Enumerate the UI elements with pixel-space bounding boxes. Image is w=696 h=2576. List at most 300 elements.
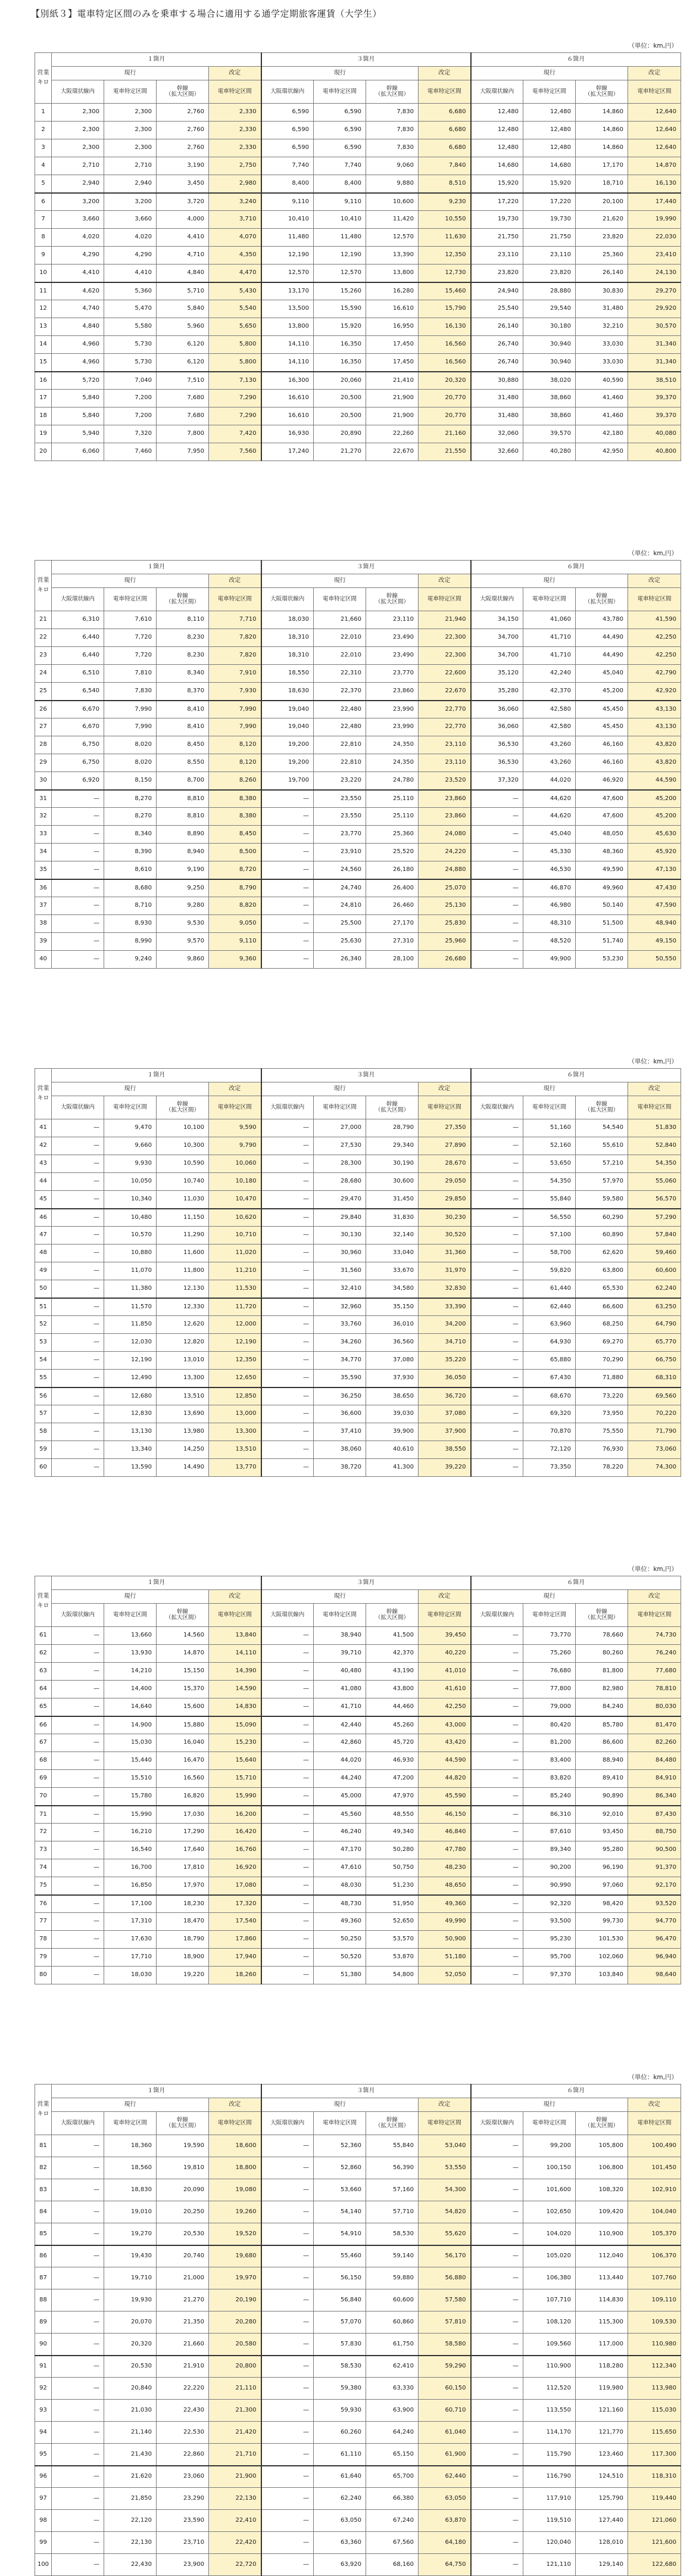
osaka-loop-fare: 11,480 xyxy=(261,229,314,247)
current-header: 現行 xyxy=(52,1590,209,1604)
densha-fare: 9,930 xyxy=(104,1155,157,1173)
kasan-fare: 33,030 xyxy=(576,354,628,372)
densha-fare: 54,350 xyxy=(523,1173,576,1191)
densha-fare: 24,560 xyxy=(314,861,366,879)
revised-fare: 15,710 xyxy=(209,1770,261,1788)
km-cell: 82 xyxy=(35,2157,52,2179)
kasan-fare: 54,800 xyxy=(366,1967,419,1984)
kasan-fare: 17,170 xyxy=(576,157,628,175)
densha-fare: 38,860 xyxy=(523,407,576,425)
kasan-fare: 21,900 xyxy=(366,390,419,407)
revised-fare: 40,800 xyxy=(628,443,681,461)
kasan-fare: 47,970 xyxy=(366,1788,419,1806)
kasan-fare: 17,030 xyxy=(157,1806,209,1824)
kasan-fare: 17,290 xyxy=(157,1824,209,1841)
densha-fare: 38,060 xyxy=(314,1441,366,1459)
kasan-fare: 23,490 xyxy=(366,647,419,665)
osaka-loop-fare: — xyxy=(261,1663,314,1681)
table-row xyxy=(35,2135,681,2157)
osaka-loop-fare: — xyxy=(52,2554,104,2576)
revised-fare: 21,550 xyxy=(419,443,471,461)
table-row xyxy=(35,647,681,665)
revised-fare: 21,710 xyxy=(209,2444,261,2466)
osaka-loop-fare: — xyxy=(261,1387,314,1405)
osaka-loop-fare: — xyxy=(261,915,314,933)
densha-fare: 72,120 xyxy=(523,1441,576,1459)
km-header: 営業キロ xyxy=(35,53,52,104)
densha-fare: 90,200 xyxy=(523,1859,576,1877)
densha-fare: 20,500 xyxy=(314,407,366,425)
kasan-fare: 22,670 xyxy=(366,443,419,461)
osaka-loop-fare: — xyxy=(261,1806,314,1824)
km-cell: 30 xyxy=(35,772,52,790)
densha-fare: 28,880 xyxy=(523,282,576,300)
revised-fare: 2,330 xyxy=(209,122,261,139)
osaka-loop-fare: 6,750 xyxy=(52,754,104,772)
kasan-fare: 12,130 xyxy=(157,1280,209,1298)
revised-header: 改定 xyxy=(209,1590,261,1604)
kasan-fare: 109,420 xyxy=(576,2201,628,2223)
revised-fare: 57,840 xyxy=(628,1227,681,1245)
km-cell: 68 xyxy=(35,1752,52,1770)
revised-fare: 43,420 xyxy=(419,1734,471,1752)
current-header: 現行 xyxy=(261,1590,419,1604)
kasan-fare: 53,570 xyxy=(366,1931,419,1949)
osaka-loop-fare: — xyxy=(261,2223,314,2245)
densha-fare: 67,430 xyxy=(523,1370,576,1387)
densha-fare: 29,470 xyxy=(314,1191,366,1209)
densha-fare: 20,890 xyxy=(314,425,366,443)
kasan-fare: 45,200 xyxy=(576,683,628,701)
revised-fare: 8,380 xyxy=(209,808,261,826)
revised-fare: 13,770 xyxy=(209,1459,261,1477)
kasan-fare: 18,230 xyxy=(157,1895,209,1913)
kasan-fare: 23,860 xyxy=(366,683,419,701)
densha-fare: 15,590 xyxy=(314,300,366,318)
kasan-fare: 51,950 xyxy=(366,1895,419,1913)
kasan-fare: 48,050 xyxy=(576,826,628,844)
densha-fare: 7,460 xyxy=(104,443,157,461)
osaka-loop-fare: — xyxy=(471,2223,523,2245)
revised-fare: 11,020 xyxy=(209,1245,261,1262)
revised-densha-header: 電車特定区間 xyxy=(419,1096,471,1119)
revised-fare: 21,160 xyxy=(419,425,471,443)
table-row xyxy=(35,300,681,318)
kasan-fare: 16,040 xyxy=(157,1734,209,1752)
osaka-loop-fare: 13,500 xyxy=(261,300,314,318)
revised-fare: 12,190 xyxy=(209,1334,261,1352)
kasan-fare: 26,460 xyxy=(366,897,419,915)
osaka-loop-fare: 37,320 xyxy=(471,772,523,790)
kasan-fare: 25,360 xyxy=(366,826,419,844)
revised-fare: 23,860 xyxy=(419,790,471,808)
kasan-fare: 93,450 xyxy=(576,1824,628,1841)
kasan-fare: 78,220 xyxy=(576,1459,628,1477)
table-row xyxy=(35,897,681,915)
osaka-loop-fare: — xyxy=(52,1859,104,1877)
densha-fare: 14,400 xyxy=(104,1681,157,1698)
unit-note: （単位：km,円） xyxy=(628,550,678,557)
revised-fare: 7,990 xyxy=(209,701,261,718)
osaka-loop-fare: — xyxy=(471,1352,523,1370)
densha-fare: 10,480 xyxy=(104,1209,157,1227)
osaka-loop-fare: 35,120 xyxy=(471,665,523,683)
kasan-fare: 16,560 xyxy=(157,1770,209,1788)
kasan-fare: 8,230 xyxy=(157,629,209,647)
osaka-loop-fare: — xyxy=(52,1155,104,1173)
revised-fare: 22,030 xyxy=(628,229,681,247)
revised-fare: 31,340 xyxy=(628,336,681,354)
revised-fare: 16,560 xyxy=(419,354,471,372)
densha-fare: 22,370 xyxy=(314,683,366,701)
km-cell: 42 xyxy=(35,1137,52,1155)
km-cell: 12 xyxy=(35,300,52,318)
revised-fare: 31,970 xyxy=(419,1262,471,1280)
kasan-fare: 23,290 xyxy=(157,2488,209,2510)
densha-fare: 38,940 xyxy=(314,1627,366,1645)
table-row xyxy=(35,1155,681,1173)
revised-fare: 105,370 xyxy=(628,2223,681,2245)
osaka-loop-fare: — xyxy=(261,1913,314,1931)
table-row xyxy=(35,443,681,461)
revised-fare: 45,630 xyxy=(628,826,681,844)
osaka-loop-fare: 6,540 xyxy=(52,683,104,701)
densha-fare: 50,520 xyxy=(314,1949,366,1967)
period-header: ３箇月 xyxy=(261,1069,471,1082)
osaka-loop-fare: — xyxy=(471,2532,523,2554)
revised-fare: 61,040 xyxy=(419,2422,471,2444)
km-header: 営業キロ xyxy=(35,2085,52,2135)
osaka-loop-fare: 6,590 xyxy=(261,104,314,122)
osaka-loop-fare: — xyxy=(261,1788,314,1806)
revised-fare: 40,080 xyxy=(628,425,681,443)
table-row xyxy=(35,1423,681,1441)
osaka-loop-fare: — xyxy=(261,790,314,808)
kasan-fare: 67,240 xyxy=(366,2510,419,2532)
km-header: 営業キロ xyxy=(35,561,52,611)
revised-fare: 81,470 xyxy=(628,1716,681,1734)
table-row xyxy=(35,2510,681,2532)
km-cell: 83 xyxy=(35,2179,52,2201)
table-row xyxy=(35,104,681,122)
revised-fare: 5,540 xyxy=(209,300,261,318)
km-cell: 79 xyxy=(35,1949,52,1967)
densha-fare: 37,410 xyxy=(314,1423,366,1441)
table-row xyxy=(35,2422,681,2444)
revised-header: 改定 xyxy=(419,1082,471,1096)
revised-fare: 45,200 xyxy=(628,808,681,826)
km-cell: 77 xyxy=(35,1913,52,1931)
km-cell: 99 xyxy=(35,2532,52,2554)
revised-fare: 12,730 xyxy=(419,265,471,282)
osaka-loop-fare: 30,880 xyxy=(471,372,523,390)
revised-fare: 54,300 xyxy=(419,2179,471,2201)
period-header: ６箇月 xyxy=(471,1576,681,1590)
revised-densha-header: 電車特定区間 xyxy=(628,588,681,611)
kasan-fare: 20,090 xyxy=(157,2179,209,2201)
densha-fare: 7,720 xyxy=(104,629,157,647)
table-row xyxy=(35,157,681,175)
osaka-loop-fare: — xyxy=(471,951,523,969)
kasan-fare: 30,830 xyxy=(576,282,628,300)
km-cell: 2 xyxy=(35,122,52,139)
revised-fare: 16,920 xyxy=(209,1859,261,1877)
densha-fare: 114,170 xyxy=(523,2422,576,2444)
densha-fare: 7,830 xyxy=(104,683,157,701)
osaka-loop-fare: — xyxy=(471,2157,523,2179)
osaka-loop-fare: — xyxy=(471,2245,523,2267)
revised-fare: 101,450 xyxy=(628,2157,681,2179)
osaka-loop-fare: — xyxy=(471,1209,523,1227)
table-row xyxy=(35,1645,681,1663)
revised-fare: 9,590 xyxy=(209,1119,261,1137)
revised-fare: 2,750 xyxy=(209,157,261,175)
km-cell: 19 xyxy=(35,425,52,443)
km-cell: 97 xyxy=(35,2488,52,2510)
densha-fare: 29,540 xyxy=(523,300,576,318)
revised-header: 改定 xyxy=(419,574,471,588)
osaka-loop-fare: 16,610 xyxy=(261,390,314,407)
osaka-loop-fare: — xyxy=(52,951,104,969)
osaka-loop-fare: — xyxy=(261,2267,314,2289)
kasan-fare: 22,430 xyxy=(157,2400,209,2422)
densha-fare: 28,300 xyxy=(314,1155,366,1173)
revised-fare: 70,220 xyxy=(628,1405,681,1423)
osaka-loop-fare: — xyxy=(471,1734,523,1752)
densha-fare: 20,320 xyxy=(104,2334,157,2356)
period-header: ３箇月 xyxy=(261,53,471,67)
kasan-fare: 21,270 xyxy=(157,2289,209,2311)
revised-fare: 24,220 xyxy=(419,844,471,861)
revised-header: 改定 xyxy=(628,1082,681,1096)
revised-fare: 29,270 xyxy=(628,282,681,300)
unit-note: （単位：km,円） xyxy=(628,2074,678,2081)
revised-densha-header: 電車特定区間 xyxy=(209,2112,261,2135)
kasan-fare: 22,220 xyxy=(157,2378,209,2400)
kasan-fare: 44,490 xyxy=(576,629,628,647)
km-cell: 89 xyxy=(35,2311,52,2334)
osaka-loop-fare: — xyxy=(471,2311,523,2334)
densha-fare: 45,330 xyxy=(523,844,576,861)
kasan-fare: 21,350 xyxy=(157,2311,209,2334)
km-cell: 60 xyxy=(35,1459,52,1477)
densha-fare: 12,030 xyxy=(104,1334,157,1352)
revised-fare: 22,770 xyxy=(419,718,471,736)
densha-fare: 73,350 xyxy=(523,1459,576,1477)
revised-fare: 39,370 xyxy=(628,407,681,425)
densha-fare: 56,150 xyxy=(314,2267,366,2289)
revised-fare: 4,470 xyxy=(209,265,261,282)
osaka-loop-fare: — xyxy=(471,1334,523,1352)
revised-fare: 47,780 xyxy=(419,1841,471,1859)
revised-fare: 45,920 xyxy=(628,844,681,861)
revised-fare: 8,720 xyxy=(209,861,261,879)
osaka-loop-fare: 24,940 xyxy=(471,282,523,300)
kasan-fare: 12,330 xyxy=(157,1298,209,1316)
densha-fare: 57,070 xyxy=(314,2311,366,2334)
kasan-fare: 15,880 xyxy=(157,1716,209,1734)
kasan-fare: 7,800 xyxy=(157,425,209,443)
kasan-fare: 42,950 xyxy=(576,443,628,461)
densha-fare: 54,140 xyxy=(314,2201,366,2223)
revised-fare: 65,770 xyxy=(628,1334,681,1352)
densha-fare: 106,380 xyxy=(523,2267,576,2289)
revised-header: 改定 xyxy=(209,574,261,588)
kasan-fare: 103,840 xyxy=(576,1967,628,1984)
kasan-fare: 57,970 xyxy=(576,1173,628,1191)
densha-fare: 19,430 xyxy=(104,2245,157,2267)
revised-fare: 3,240 xyxy=(209,193,261,211)
table-row xyxy=(35,1627,681,1645)
table-row xyxy=(35,2532,681,2554)
kasan-fare: 14,250 xyxy=(157,1441,209,1459)
revised-fare: 20,770 xyxy=(419,390,471,407)
osaka-loop-header: 大阪環状線内 xyxy=(261,1604,314,1627)
densha-fare: 15,510 xyxy=(104,1770,157,1788)
densha-fare: 13,590 xyxy=(104,1459,157,1477)
table-row xyxy=(35,1949,681,1967)
densha-fare: 15,030 xyxy=(104,1734,157,1752)
revised-fare: 57,810 xyxy=(419,2311,471,2334)
revised-fare: 2,330 xyxy=(209,104,261,122)
revised-fare: 36,050 xyxy=(419,1370,471,1387)
densha-fare: 119,510 xyxy=(523,2510,576,2532)
densha-fare: 41,080 xyxy=(314,1681,366,1698)
osaka-loop-fare: — xyxy=(52,1681,104,1698)
km-cell: 53 xyxy=(35,1334,52,1352)
kasan-fare: 25,520 xyxy=(366,844,419,861)
osaka-loop-fare: — xyxy=(471,1824,523,1841)
kasan-header: 幹線 （拡大区間） xyxy=(366,1096,419,1119)
densha-fare: 22,010 xyxy=(314,629,366,647)
densha-fare: 17,100 xyxy=(104,1895,157,1913)
densha-header: 電車特定区間 xyxy=(104,1096,157,1119)
km-cell: 91 xyxy=(35,2356,52,2378)
osaka-loop-fare: — xyxy=(261,2510,314,2532)
kasan-fare: 14,860 xyxy=(576,139,628,157)
table-row xyxy=(35,1173,681,1191)
revised-fare: 2,330 xyxy=(209,139,261,157)
densha-fare: 8,020 xyxy=(104,754,157,772)
revised-fare: 35,220 xyxy=(419,1352,471,1370)
osaka-loop-fare: — xyxy=(52,879,104,897)
kasan-fare: 23,110 xyxy=(366,611,419,629)
densha-fare: 62,440 xyxy=(523,1298,576,1316)
unit-note: （単位：km,円） xyxy=(628,1566,678,1573)
revised-fare: 57,580 xyxy=(419,2289,471,2311)
table-row xyxy=(35,122,681,139)
densha-fare: 45,000 xyxy=(314,1788,366,1806)
densha-fare: 49,900 xyxy=(523,951,576,969)
densha-fare: 35,590 xyxy=(314,1370,366,1387)
densha-fare: 13,130 xyxy=(104,1423,157,1441)
table-row xyxy=(35,1334,681,1352)
kasan-fare: 62,410 xyxy=(366,2356,419,2378)
kasan-header: 幹線 （拡大区間） xyxy=(576,1604,628,1627)
osaka-loop-fare: 4,290 xyxy=(52,247,104,265)
densha-fare: 22,120 xyxy=(104,2510,157,2532)
kasan-fare: 82,980 xyxy=(576,1681,628,1698)
revised-fare: 51,180 xyxy=(419,1949,471,1967)
km-cell: 54 xyxy=(35,1352,52,1370)
revised-fare: 38,510 xyxy=(628,372,681,390)
revised-fare: 74,300 xyxy=(628,1459,681,1477)
revised-fare: 49,360 xyxy=(419,1895,471,1913)
osaka-loop-fare: 6,590 xyxy=(261,122,314,139)
kasan-fare: 16,950 xyxy=(366,318,419,336)
densha-fare: 60,260 xyxy=(314,2422,366,2444)
revised-fare: 7,290 xyxy=(209,390,261,407)
kasan-fare: 51,230 xyxy=(366,1877,419,1895)
kasan-fare: 25,110 xyxy=(366,808,419,826)
densha-fare: 5,360 xyxy=(104,282,157,300)
revised-fare: 80,030 xyxy=(628,1698,681,1716)
densha-fare: 48,310 xyxy=(523,915,576,933)
osaka-loop-fare: — xyxy=(261,1824,314,1841)
revised-fare: 43,000 xyxy=(419,1716,471,1734)
densha-fare: 16,540 xyxy=(104,1841,157,1859)
kasan-fare: 92,010 xyxy=(576,1806,628,1824)
revised-fare: 51,830 xyxy=(628,1119,681,1137)
densha-header: 電車特定区間 xyxy=(314,1604,366,1627)
densha-fare: 44,020 xyxy=(314,1752,366,1770)
kasan-fare: 46,160 xyxy=(576,736,628,754)
densha-fare: 22,130 xyxy=(104,2532,157,2554)
table-row xyxy=(35,1191,681,1209)
kasan-fare: 49,590 xyxy=(576,861,628,879)
osaka-loop-fare: — xyxy=(52,1191,104,1209)
kasan-fare: 105,800 xyxy=(576,2135,628,2157)
table-row xyxy=(35,611,681,629)
osaka-loop-fare: 19,700 xyxy=(261,772,314,790)
revised-densha-header: 電車特定区間 xyxy=(419,2112,471,2135)
densha-fare: 3,660 xyxy=(104,211,157,229)
densha-fare: 121,110 xyxy=(523,2554,576,2576)
osaka-loop-header: 大阪環状線内 xyxy=(52,80,104,104)
osaka-loop-fare: — xyxy=(471,808,523,826)
osaka-loop-fare: — xyxy=(52,1895,104,1913)
kasan-fare: 96,190 xyxy=(576,1859,628,1877)
kasan-header: 幹線 （拡大区間） xyxy=(157,588,209,611)
kasan-fare: 65,530 xyxy=(576,1280,628,1298)
osaka-loop-fare: 26,140 xyxy=(471,318,523,336)
revised-fare: 7,820 xyxy=(209,629,261,647)
table-row xyxy=(35,951,681,969)
osaka-loop-fare: 19,200 xyxy=(261,754,314,772)
revised-fare: 7,820 xyxy=(209,647,261,665)
osaka-loop-fare: — xyxy=(261,1334,314,1352)
osaka-loop-fare: 4,020 xyxy=(52,229,104,247)
kasan-fare: 102,060 xyxy=(576,1949,628,1967)
revised-fare: 59,460 xyxy=(628,1245,681,1262)
kasan-fare: 21,410 xyxy=(366,372,419,390)
table-row xyxy=(35,1752,681,1770)
revised-fare: 22,600 xyxy=(419,665,471,683)
kasan-fare: 16,470 xyxy=(157,1752,209,1770)
kasan-fare: 37,080 xyxy=(366,1352,419,1370)
table-row xyxy=(35,1405,681,1423)
kasan-fare: 14,860 xyxy=(576,122,628,139)
densha-fare: 34,770 xyxy=(314,1352,366,1370)
osaka-loop-fare: — xyxy=(52,2466,104,2488)
densha-fare: 14,640 xyxy=(104,1698,157,1716)
osaka-loop-fare: — xyxy=(261,2532,314,2554)
osaka-loop-header: 大阪環状線内 xyxy=(471,2112,523,2135)
table-row xyxy=(35,683,681,701)
revised-fare: 9,230 xyxy=(419,193,471,211)
table-row xyxy=(35,2223,681,2245)
period-header: ６箇月 xyxy=(471,1069,681,1082)
